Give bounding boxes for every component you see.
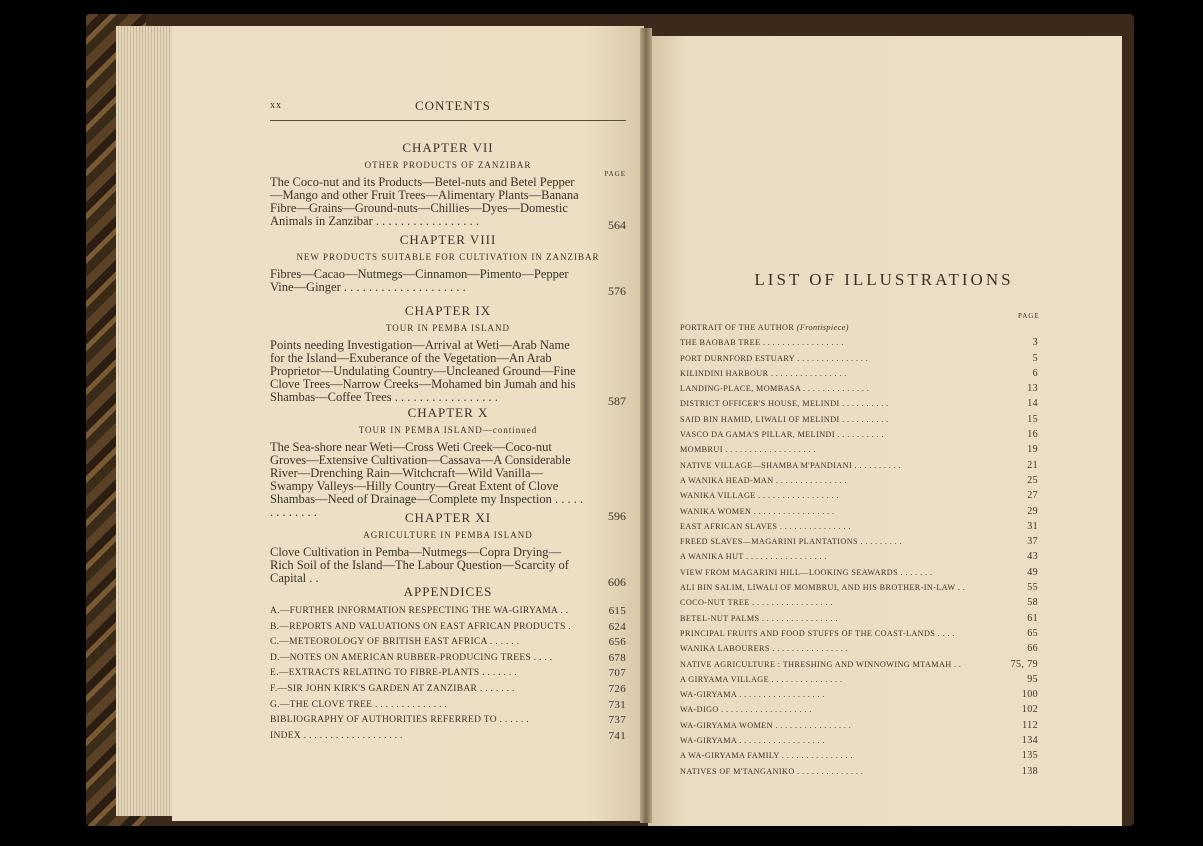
- illustration-page-number: 25: [1027, 474, 1038, 486]
- illustration-page-number: 61: [1027, 612, 1038, 624]
- illustration-label: COCO-NUT TREE . . . . . . . . . . . . . . . . .: [680, 598, 833, 608]
- appendix-entry: [270, 635, 626, 651]
- illustration-entry: [680, 565, 1038, 580]
- illustration-entry: [680, 534, 1038, 549]
- illustration-label: LANDING-PLACE, MOMBASA . . . . . . . . . . . . . .: [680, 384, 870, 394]
- illustration-page-number: 43: [1027, 551, 1038, 563]
- chapter-page-number: 576: [608, 284, 626, 298]
- chapter-summary-text: Points needing Investigation—Arrival at Weti—Arab Name for the Island—Exuberance of the Vegetation—An Arab Proprietor—Undulating Country—Uncleaned Ground—Fine Clove Trees—Narrow Creeks—Mohamed bin Jumah and his Shambas—Coffee Trees . . . . . . . . . . . . . . . . .: [270, 338, 576, 404]
- chapter-page-number: 587: [608, 394, 626, 408]
- illustration-page-number: 65: [1027, 627, 1038, 639]
- illustration-page-number: 16: [1027, 429, 1038, 441]
- appendix-label: F.—SIR JOHN KIRK'S GARDEN AT ZANZIBAR . . . . . . .: [270, 683, 515, 694]
- appendix-entry: [270, 604, 626, 620]
- page-column-label: PAGE: [1018, 312, 1040, 320]
- illustration-label: NATIVE AGRICULTURE : THRESHING AND WINNOWING MTAMAH . .: [680, 659, 962, 669]
- illustration-page-number: 15: [1027, 413, 1038, 425]
- chapter-summary: [270, 545, 626, 589]
- chapter-title: CHAPTER VII: [402, 140, 494, 155]
- chapter-block: [270, 303, 626, 408]
- illustration-page-number: 95: [1027, 673, 1038, 685]
- illustration-label: FREED SLAVES—MAGARINI PLANTATIONS . . . . . . . . .: [680, 537, 903, 547]
- illustration-page-number: 27: [1027, 490, 1038, 502]
- illustration-entry: [680, 641, 1038, 656]
- illustration-entry: [680, 335, 1038, 350]
- appendix-entry: [270, 729, 626, 745]
- appendix-entry: [270, 651, 626, 667]
- illustration-label: DISTRICT OFFICER'S HOUSE, MELINDI . . . . . . . . . .: [680, 399, 889, 409]
- appendix-label: BIBLIOGRAPHY OF AUTHORITIES REFERRED TO . . . . . .: [270, 715, 529, 726]
- illustration-page-number: 37: [1027, 536, 1038, 548]
- illustration-entry: [680, 473, 1038, 488]
- illustration-label: WANIKA VILLAGE . . . . . . . . . . . . . . . . .: [680, 491, 839, 501]
- illustration-page-number: 5: [1032, 352, 1038, 364]
- chapter-title: CHAPTER X: [407, 405, 489, 420]
- appendix-page-number: 624: [608, 620, 626, 633]
- illustration-entry: [680, 702, 1038, 717]
- illustration-entry: [680, 672, 1038, 687]
- illustration-page-number: 138: [1021, 765, 1038, 777]
- illustration-page-number: 21: [1027, 459, 1038, 471]
- chapter-page-number: 596: [608, 509, 626, 523]
- illustration-entry: [680, 611, 1038, 626]
- illustration-page-number: 31: [1027, 520, 1038, 532]
- illustration-label: PRINCIPAL FRUITS AND FOOD STUFFS OF THE COAST-LANDS . . . .: [680, 628, 955, 638]
- chapter-title: CHAPTER VIII: [399, 232, 497, 247]
- illustration-entry: [680, 504, 1038, 519]
- illustration-entry: [680, 366, 1038, 381]
- appendices-title: APPENDICES: [403, 584, 493, 599]
- chapter-page-number: 606: [608, 575, 626, 589]
- illustration-label: KILINDINI HARBOUR . . . . . . . . . . . . . . . .: [680, 368, 847, 378]
- illustration-label: A WA-GIRYAMA FAMILY . . . . . . . . . . . . . . .: [680, 751, 853, 761]
- illustration-entry: [680, 488, 1038, 503]
- chapter-summary-text: The Sea-shore near Weti—Cross Weti Creek—Coco-nut Groves—Extensive Cultivation—Cassava—A Considerable River—Drenching Rain—Witchcraft—Wild Vanilla—Swampy Valleys—Hilly Country—Great Extent of Clove Shambas—Need of Drainage—Complete my Inspection . . . . . . . . . . . . .: [270, 440, 584, 519]
- appendix-label: A.—FURTHER INFORMATION RESPECTING THE WA-GIRYAMA . .: [270, 606, 569, 616]
- illustration-entry: [680, 458, 1038, 473]
- illustration-entry: [680, 519, 1038, 534]
- illustration-page-number: 135: [1021, 750, 1038, 762]
- appendix-page-number: 615: [608, 605, 626, 617]
- illustration-label: PORTRAIT OF THE AUTHOR: [680, 323, 795, 332]
- illustration-page-number: 3: [1032, 337, 1038, 349]
- illustration-label: WA-GIRYAMA . . . . . . . . . . . . . . . . . .: [680, 736, 825, 746]
- chapter-subtitle: NEW PRODUCTS SUITABLE FOR CULTIVATION IN ZANZIBAR: [296, 252, 600, 262]
- appendix-page-number: 678: [608, 651, 626, 664]
- appendices-list: [270, 604, 626, 744]
- chapter-block: [270, 232, 626, 298]
- chapter-block: [270, 140, 626, 232]
- illustration-label: PORT DURNFORD ESTUARY . . . . . . . . . . . . . . .: [680, 353, 869, 363]
- appendix-page-number: 656: [608, 636, 626, 649]
- appendix-page-number: 731: [608, 698, 626, 711]
- chapter-summary: [270, 440, 626, 523]
- chapter-summary-text: Fibres—Cacao—Nutmegs—Cinnamon—Pimento—Pepper Vine—Ginger . . . . . . . . . . . . . . . . . . . .: [270, 267, 569, 294]
- illustration-label: WANIKA WOMEN . . . . . . . . . . . . . . . . .: [680, 506, 835, 516]
- appendix-page-number: 726: [608, 682, 626, 695]
- illustration-entry: [680, 733, 1038, 748]
- illustration-entry: [680, 549, 1038, 564]
- appendix-entry: [270, 713, 626, 729]
- illustration-label: WA-GIRYAMA WOMEN . . . . . . . . . . . . . . . .: [680, 720, 852, 730]
- appendix-entry: [270, 620, 626, 636]
- appendix-page-number: 737: [608, 714, 626, 727]
- appendix-label: B.—REPORTS AND VALUATIONS ON EAST AFRICAN PRODUCTS .: [270, 621, 571, 632]
- illustration-label: WA-DIGO . . . . . . . . . . . . . . . . . . .: [680, 705, 812, 715]
- illustration-entry: [680, 412, 1038, 427]
- illustration-page-number: 75, 79: [1010, 658, 1038, 670]
- appendix-label: D.—NOTES ON AMERICAN RUBBER-PRODUCING TREES . . . .: [270, 652, 553, 663]
- illustration-page-number: 112: [1022, 719, 1038, 731]
- illustration-entry: [680, 764, 1038, 779]
- chapter-summary: [270, 338, 626, 408]
- chapter-title: CHAPTER XI: [404, 510, 492, 525]
- appendix-entry: [270, 698, 626, 714]
- appendix-label: C.—METEOROLOGY OF BRITISH EAST AFRICA . . . . . .: [270, 637, 520, 648]
- illustration-label: SAID BIN HAMID, LIWALI OF MELINDI . . . . . . . . . .: [680, 414, 889, 424]
- illustration-entry: [680, 381, 1038, 396]
- chapter-title: CHAPTER IX: [404, 303, 492, 318]
- illustration-label: A WANIKA HEAD-MAN . . . . . . . . . . . . . . .: [680, 475, 847, 485]
- illustration-label: WANIKA LABOURERS . . . . . . . . . . . . . . . .: [680, 644, 849, 654]
- chapter-summary: [270, 267, 626, 298]
- illustration-entry: [680, 718, 1038, 733]
- illustration-label: BETEL-NUT PALMS . . . . . . . . . . . . . . . .: [680, 613, 838, 623]
- illustration-entry: [680, 657, 1038, 672]
- chapter-summary: [270, 170, 626, 232]
- illustration-label: VIEW FROM MAGARINI HILL—LOOKING SEAWARDS . . . . . . .: [680, 567, 933, 577]
- appendix-page-number: 707: [608, 667, 626, 680]
- running-head-page-number: xx: [270, 100, 282, 111]
- illustration-entry: [680, 320, 1038, 335]
- list-of-illustrations-title: LIST OF ILLUSTRATIONS: [754, 270, 1014, 289]
- appendix-label: INDEX . . . . . . . . . . . . . . . . . . .: [270, 730, 403, 741]
- illustrations-list: [680, 320, 1038, 779]
- illustration-label: EAST AFRICAN SLAVES . . . . . . . . . . . . . . .: [680, 521, 851, 531]
- illustration-page-number: 100: [1021, 689, 1038, 701]
- illustration-page-number: 49: [1027, 566, 1038, 578]
- illustration-label: ALI BIN SALIM, LIWALI OF MOMBRUI, AND HIS BROTHER-IN-LAW . .: [680, 583, 966, 593]
- appendix-entry: [270, 682, 626, 698]
- chapter-summary-text: Clove Cultivation in Pemba—Nutmegs—Copra Drying—Rich Soil of the Island—The Labour Question—Scarcity of Capital . .: [270, 545, 569, 585]
- illustration-label: THE BAOBAB TREE . . . . . . . . . . . . . . . . .: [680, 338, 844, 348]
- illustration-entry: [680, 687, 1038, 702]
- illustration-page-number: 29: [1027, 505, 1038, 517]
- illustration-label: NATIVES OF M'TANGANIKO . . . . . . . . . . . . . .: [680, 766, 864, 776]
- illustration-page-number: 134: [1021, 735, 1038, 747]
- chapter-subtitle: AGRICULTURE IN PEMBA ISLAND: [363, 530, 533, 540]
- chapter-subtitle: TOUR IN PEMBA ISLAND: [385, 323, 511, 333]
- illustration-label: A WANIKA HUT . . . . . . . . . . . . . . . . .: [680, 552, 827, 562]
- chapter-page-number: 564: [608, 218, 626, 232]
- illustration-page-number: 6: [1032, 367, 1038, 379]
- illustration-page-number: 102: [1021, 704, 1038, 716]
- illustration-entry: [680, 626, 1038, 641]
- chapter-block: [270, 405, 626, 523]
- illustration-label: NATIVE VILLAGE—SHAMBA M'PANDIANI . . . . . . . . . .: [680, 460, 902, 470]
- illustration-entry: [680, 427, 1038, 442]
- illustration-page-number: 66: [1027, 643, 1038, 655]
- chapter-subtitle: TOUR IN PEMBA ISLAND—continued: [358, 425, 538, 435]
- illustration-entry: [680, 396, 1038, 411]
- header-rule: [270, 120, 626, 121]
- chapter-subtitle: OTHER PRODUCTS OF ZANZIBAR: [364, 160, 532, 170]
- illustration-page-number: 14: [1027, 398, 1038, 410]
- chapter-summary-text: The Coco-nut and its Products—Betel-nuts and Betel Pepper—Mango and other Fruit Trees—Alimentary Plants—Banana Fibre—Grains—Ground-nuts—Chillies—Dyes—Domestic Animals in Zanzibar . . . . . . . . . . . . . . . . .: [270, 175, 579, 228]
- appendix-label: E.—EXTRACTS RELATING TO FIBRE-PLANTS . . . . . . .: [270, 668, 517, 679]
- illustration-label: A GIRYAMA VILLAGE . . . . . . . . . . . . . . .: [680, 674, 843, 684]
- running-head-title: CONTENTS: [415, 98, 491, 113]
- appendix-entry: [270, 666, 626, 682]
- illustration-page-number: 58: [1027, 597, 1038, 609]
- illustration-page-number: 19: [1027, 444, 1038, 456]
- appendix-page-number: 741: [608, 729, 626, 742]
- illustration-entry: [680, 595, 1038, 610]
- illustration-page-number: 55: [1027, 582, 1038, 594]
- illustration-entry: [680, 748, 1038, 763]
- illustration-entry: [680, 442, 1038, 457]
- illustration-entry: [680, 580, 1038, 595]
- illustration-note: (Frontispiece): [796, 323, 849, 332]
- illustration-page-number: 13: [1027, 383, 1038, 395]
- page-column-label: PAGE: [604, 170, 626, 178]
- book-gutter: [640, 28, 652, 823]
- illustration-label: VASCO DA GAMA'S PILLAR, MELINDI . . . . . . . . . .: [680, 430, 884, 440]
- appendix-label: G.—THE CLOVE TREE . . . . . . . . . . . . . .: [270, 699, 448, 710]
- illustration-entry: [680, 351, 1038, 366]
- illustration-label: MOMBRUI . . . . . . . . . . . . . . . . . . .: [680, 445, 816, 455]
- chapter-block: [270, 510, 626, 589]
- illustration-label: WA-GIRYAMA . . . . . . . . . . . . . . . . . .: [680, 690, 825, 700]
